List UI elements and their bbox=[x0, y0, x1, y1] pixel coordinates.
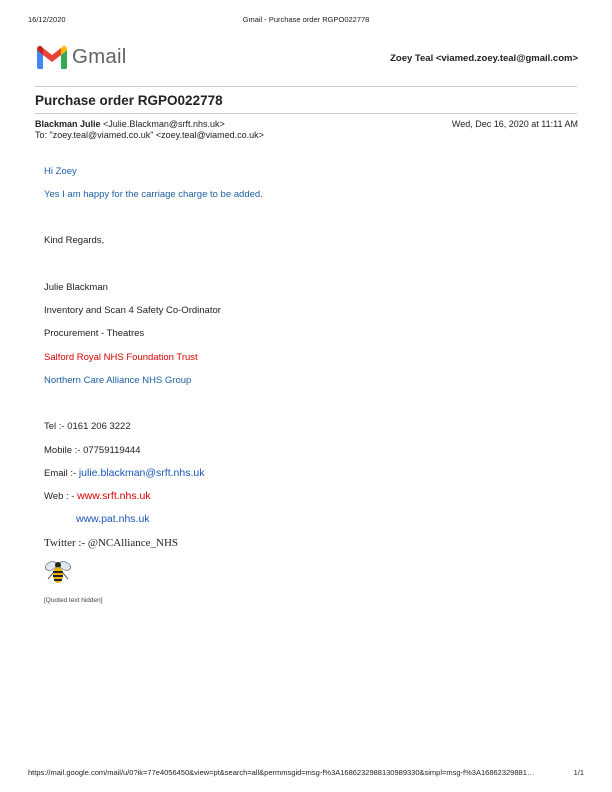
signature-title: Inventory and Scan 4 Safety Co-Ordinator bbox=[44, 305, 221, 316]
gmail-logo[interactable] bbox=[35, 44, 135, 70]
bee-icon bbox=[44, 559, 72, 585]
print-page-number: 1/1 bbox=[573, 768, 584, 777]
message-date: Wed, Dec 16, 2020 at 11:11 AM bbox=[451, 119, 578, 129]
signature-web-label: Web : - bbox=[44, 491, 78, 502]
signature-department: Procurement - Theatres bbox=[44, 328, 145, 339]
signature-email-label: Email :- bbox=[44, 468, 79, 479]
header-divider bbox=[35, 86, 577, 87]
greeting: Hi Zoey bbox=[44, 166, 77, 177]
account-label: Zoey Teal <viamed.zoey.teal@gmail.com> bbox=[390, 53, 578, 64]
signature-web-line-2 bbox=[76, 513, 150, 525]
signature-twitter: Twitter :- @NCAlliance_NHS bbox=[44, 537, 179, 549]
signature-name: Julie Blackman bbox=[44, 282, 108, 293]
subject-divider bbox=[35, 113, 577, 114]
signature-web-link-pat[interactable]: www.pat.nhs.uk bbox=[76, 513, 150, 525]
print-page-title: Gmail - Purchase order RGPO022778 bbox=[242, 15, 370, 24]
signature-mobile: Mobile :- 07759119444 bbox=[44, 445, 141, 456]
message-subject: Purchase order RGPO022778 bbox=[35, 93, 223, 108]
sender-name: Blackman Julie bbox=[35, 119, 101, 129]
signature-trust: Salford Royal NHS Foundation Trust bbox=[44, 352, 198, 363]
quoted-text-toggle[interactable]: [Quoted text hidden] bbox=[44, 597, 103, 604]
bee-logo bbox=[44, 559, 72, 585]
body-line-1: Yes I am happy for the carriage charge to be added. bbox=[44, 189, 263, 200]
regards: Kind Regards, bbox=[44, 235, 105, 246]
signature-email-link[interactable]: julie.blackman@srft.nhs.uk bbox=[78, 467, 205, 479]
signature-email-line bbox=[44, 467, 204, 479]
gmail-logo-text: Gmail bbox=[72, 45, 127, 68]
sender-line bbox=[35, 119, 225, 129]
recipient-line: To: "zoey.teal@viamed.co.uk" <zoey.teal@viamed.co.uk> bbox=[35, 130, 264, 140]
print-date: 16/12/2020 bbox=[28, 15, 66, 24]
signature-tel: Tel :- 0161 206 3222 bbox=[44, 421, 131, 432]
print-url: https://mail.google.com/mail/u/0?ik=77e4056450&view=pt&search=all&permmsgid=msg-f%3A1686232988130989330&simpl=msg-f%3A16862329881… bbox=[28, 768, 535, 777]
sender-email: <Julie.Blackman@srft.nhs.uk> bbox=[103, 119, 225, 129]
gmail-m-icon bbox=[35, 44, 69, 70]
signature-web-link-srft[interactable]: www.srft.nhs.uk bbox=[77, 490, 151, 502]
signature-web-line bbox=[44, 490, 151, 502]
signature-group: Northern Care Alliance NHS Group bbox=[44, 375, 192, 386]
